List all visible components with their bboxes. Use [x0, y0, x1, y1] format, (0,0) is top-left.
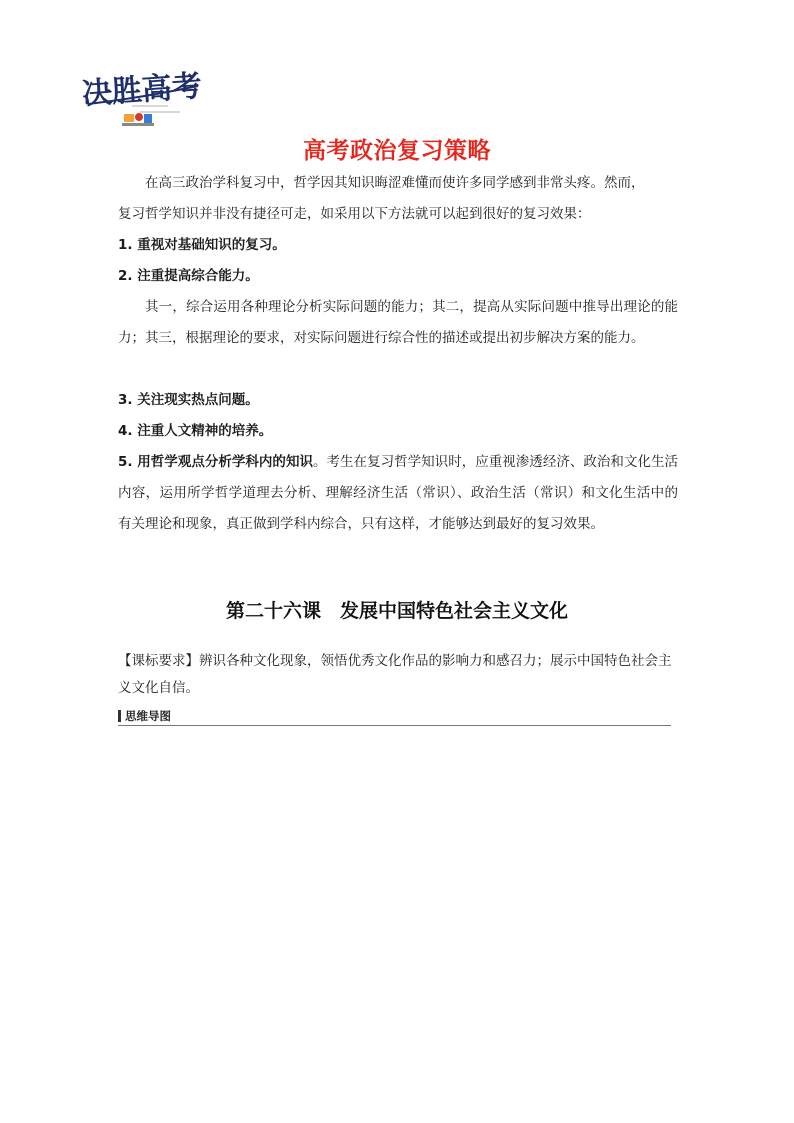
point-3: 3. 关注现实热点问题。	[118, 392, 259, 408]
intro-line-1: 在高三政治学科复习中，哲学因其知识晦涩难懂而使许多同学感到非常头疼。然而，	[145, 175, 645, 191]
page-title: 高考政治复习策略	[303, 138, 491, 164]
point-5	[118, 447, 678, 540]
point-1: 1. 重视对基础知识的复习。	[118, 237, 286, 253]
lesson-title: 第二十六课 发展中国特色社会主义文化	[225, 600, 568, 622]
logo-text: 决胜高考	[80, 68, 203, 113]
point-4: 4. 注重人文精神的培养。	[118, 423, 273, 439]
mindmap-section-header	[118, 707, 671, 726]
curriculum-requirement: 【课标要求】辨识各种文化现象，领悟优秀文化作品的影响力和感召力；展示中国特色社会主义文化自信。	[118, 653, 672, 696]
mindmap-label: 思维导图	[125, 709, 171, 723]
intro-line-2: 复习哲学知识并非没有捷径可走，如采用以下方法就可以起到很好的复习效果：	[118, 206, 591, 222]
point-2-detail: 其一，综合运用各种理论分析实际问题的能力；其二，提高从实际问题中推导出理论的能力；其三，根据理论的要求，对实际问题进行综合性的描述或提出初步解决方案的能力。	[118, 299, 678, 346]
brand-logo	[80, 62, 210, 142]
point-5-heading: 5. 用哲学观点分析学科内的知识	[118, 454, 313, 470]
section-marker	[118, 710, 121, 722]
point-5-body: 。考生在复习哲学知识时，应重视渗透经济、政治和文化生活内容，运用所学哲学道理去分析、理解经济生活（常识）、政治生活（常识）和文化生活中的有关理论和现象，真正做到学科内综合，只有这样，才能够达到最好的复习效果。	[118, 454, 678, 532]
brand-logo-graphic	[80, 62, 210, 142]
point-2: 2. 注重提高综合能力。	[118, 268, 259, 284]
